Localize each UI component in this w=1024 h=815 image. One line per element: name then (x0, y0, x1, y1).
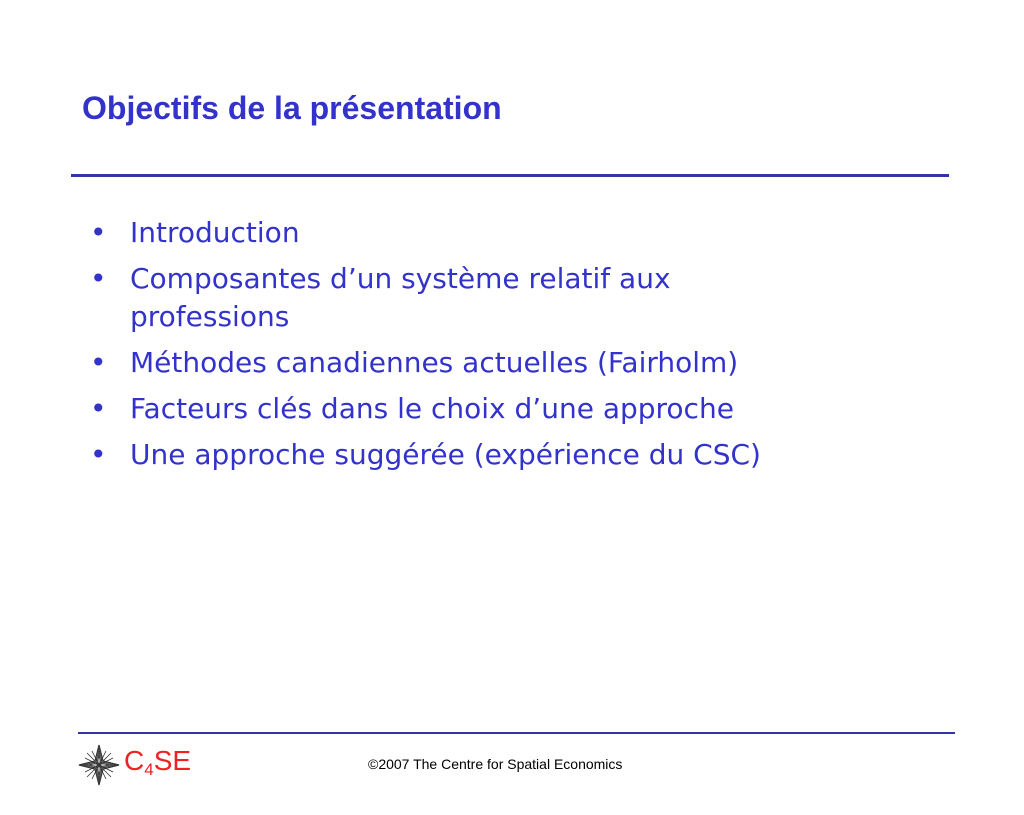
list-item: • Facteurs clés dans le choix d’une approche (85, 390, 885, 428)
logo-prefix: C (124, 744, 145, 776)
logo-subscript: 4 (144, 759, 154, 779)
logo-wordmark (124, 745, 191, 786)
c4se-logo (78, 744, 191, 786)
objectives-list (85, 214, 885, 482)
list-item: • Composantes d’un système relatif aux professions (85, 260, 790, 336)
list-item: • Introduction (85, 214, 885, 252)
title-divider (71, 174, 949, 177)
slide-title: Objectifs de la présentation (82, 90, 502, 126)
logo-suffix: SE (153, 744, 192, 776)
footer-divider (78, 732, 955, 734)
compass-star-icon (78, 744, 120, 786)
list-item: • Méthodes canadiennes actuelles (Fairholm) (85, 344, 885, 382)
list-item: • Une approche suggérée (expérience du CSC) (85, 436, 885, 474)
copyright-notice: ©2007 The Centre for Spatial Economics (368, 756, 623, 772)
